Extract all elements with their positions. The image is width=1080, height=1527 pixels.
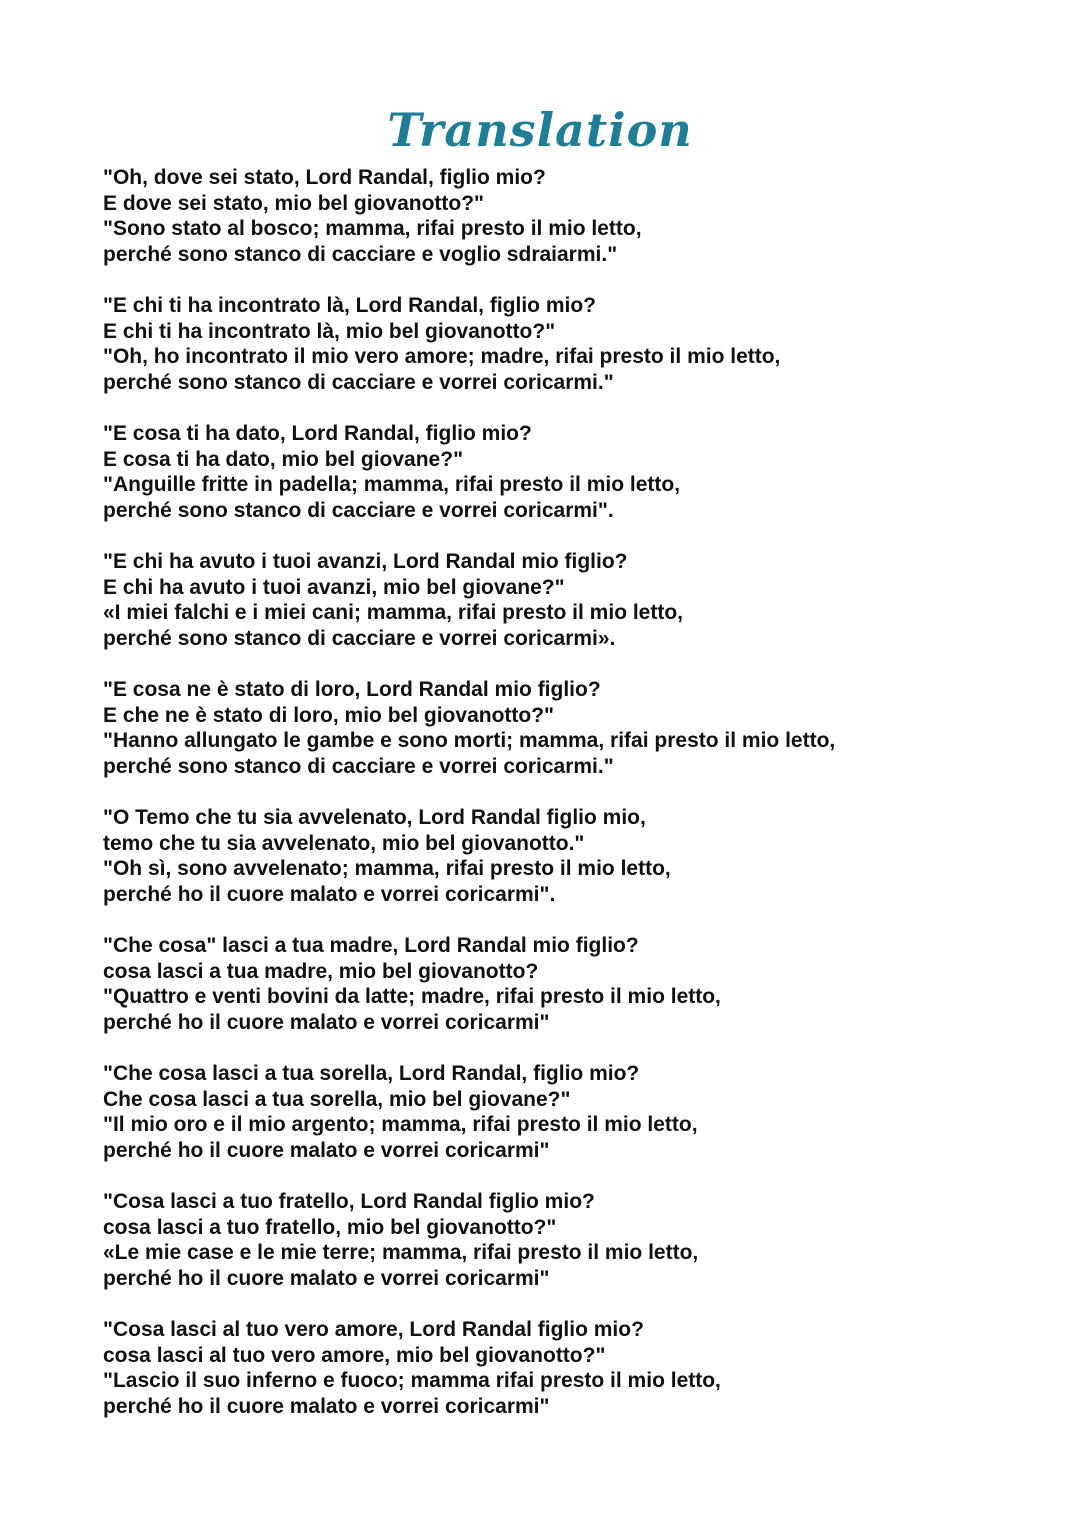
poem-line: perché sono stanco di cacciare e vorrei coricarmi." bbox=[103, 370, 614, 394]
poem-line: perché sono stanco di cacciare e vorrei coricarmi." bbox=[103, 754, 614, 778]
stanza bbox=[103, 293, 1063, 421]
poem-line: "Oh sì, sono avvelenato; mamma, rifai presto il mio letto, bbox=[103, 857, 671, 880]
stanza bbox=[103, 933, 1063, 1061]
poem-line: "Hanno allungato le gambe e sono morti; mamma, rifai presto il mio letto, bbox=[103, 729, 836, 752]
poem-line: Che cosa lasci a tua sorella, mio bel giovane?" bbox=[103, 1087, 571, 1111]
poem-line: E chi ti ha incontrato là, mio bel giovanotto?" bbox=[103, 319, 556, 343]
poem-line: "Oh, ho incontrato il mio vero amore; madre, rifai presto il mio letto, bbox=[103, 345, 781, 368]
poem-line: E cosa ti ha dato, mio bel giovane?" bbox=[103, 447, 464, 471]
stanza bbox=[103, 1061, 1063, 1189]
poem-line: cosa lasci al tuo vero amore, mio bel giovanotto?" bbox=[103, 1343, 606, 1367]
poem-line: cosa lasci a tuo fratello, mio bel giovanotto?" bbox=[103, 1215, 557, 1239]
poem-body bbox=[103, 165, 1063, 1445]
poem-line: temo che tu sia avvelenato, mio bel giovanotto." bbox=[103, 831, 585, 855]
poem-line: "O Temo che tu sia avvelenato, Lord Randal figlio mio, bbox=[103, 806, 646, 829]
stanza bbox=[103, 165, 1063, 293]
stanza bbox=[103, 1189, 1063, 1317]
poem-line: E dove sei stato, mio bel giovanotto?" bbox=[103, 191, 485, 215]
poem-line: perché sono stanco di cacciare e vorrei coricarmi". bbox=[103, 498, 614, 522]
poem-line: cosa lasci a tua madre, mio bel giovanotto? bbox=[103, 959, 539, 983]
poem-line: «I miei falchi e i miei cani; mamma, rifai presto il mio letto, bbox=[103, 601, 684, 624]
poem-line: "E chi ti ha incontrato là, Lord Randal, figlio mio? bbox=[103, 294, 596, 317]
poem-line: "E cosa ne è stato di loro, Lord Randal mio figlio? bbox=[103, 678, 601, 701]
poem-line: "Il mio oro e il mio argento; mamma, rifai presto il mio letto, bbox=[103, 1113, 698, 1136]
poem-line: "Cosa lasci a tuo fratello, Lord Randal figlio mio? bbox=[103, 1190, 595, 1213]
poem-line: "E chi ha avuto i tuoi avanzi, Lord Randal mio figlio? bbox=[103, 550, 628, 573]
poem-line: «Le mie case e le mie terre; mamma, rifai presto il mio letto, bbox=[103, 1241, 699, 1264]
poem-line: E chi ha avuto i tuoi avanzi, mio bel giovane?" bbox=[103, 575, 565, 599]
poem-line: perché ho il cuore malato e vorrei coricarmi" bbox=[103, 1266, 550, 1290]
poem-line: "Lascio il suo inferno e fuoco; mamma rifai presto il mio letto, bbox=[103, 1369, 721, 1392]
poem-line: "Sono stato al bosco; mamma, rifai presto il mio letto, bbox=[103, 217, 642, 240]
stanza bbox=[103, 677, 1063, 805]
poem-line: "Cosa lasci al tuo vero amore, Lord Randal figlio mio? bbox=[103, 1318, 644, 1341]
stanza bbox=[103, 549, 1063, 677]
poem-line: perché ho il cuore malato e vorrei coricarmi" bbox=[103, 1138, 550, 1162]
poem-line: "Oh, dove sei stato, Lord Randal, figlio mio? bbox=[103, 166, 546, 189]
poem-line: perché ho il cuore malato e vorrei coricarmi" bbox=[103, 1010, 550, 1034]
stanza bbox=[103, 1317, 1063, 1445]
poem-line: perché ho il cuore malato e vorrei coricarmi". bbox=[103, 882, 556, 906]
poem-line: perché sono stanco di cacciare e voglio sdraiarmi." bbox=[103, 242, 618, 266]
page-title: Translation bbox=[387, 103, 693, 157]
poem-line: "E cosa ti ha dato, Lord Randal, figlio mio? bbox=[103, 422, 532, 445]
poem-line: E che ne è stato di loro, mio bel giovanotto?" bbox=[103, 703, 554, 727]
poem-line: perché sono stanco di cacciare e vorrei coricarmi». bbox=[103, 626, 616, 650]
poem-line: "Anguille fritte in padella; mamma, rifai presto il mio letto, bbox=[103, 473, 681, 496]
stanza bbox=[103, 421, 1063, 549]
poem-line: perché ho il cuore malato e vorrei coricarmi" bbox=[103, 1394, 550, 1418]
poem-line: "Che cosa lasci a tua sorella, Lord Randal, figlio mio? bbox=[103, 1062, 640, 1085]
poem-line: "Quattro e venti bovini da latte; madre, rifai presto il mio letto, bbox=[103, 985, 721, 1008]
poem-line: "Che cosa" lasci a tua madre, Lord Randal mio figlio? bbox=[103, 934, 639, 957]
stanza bbox=[103, 805, 1063, 933]
